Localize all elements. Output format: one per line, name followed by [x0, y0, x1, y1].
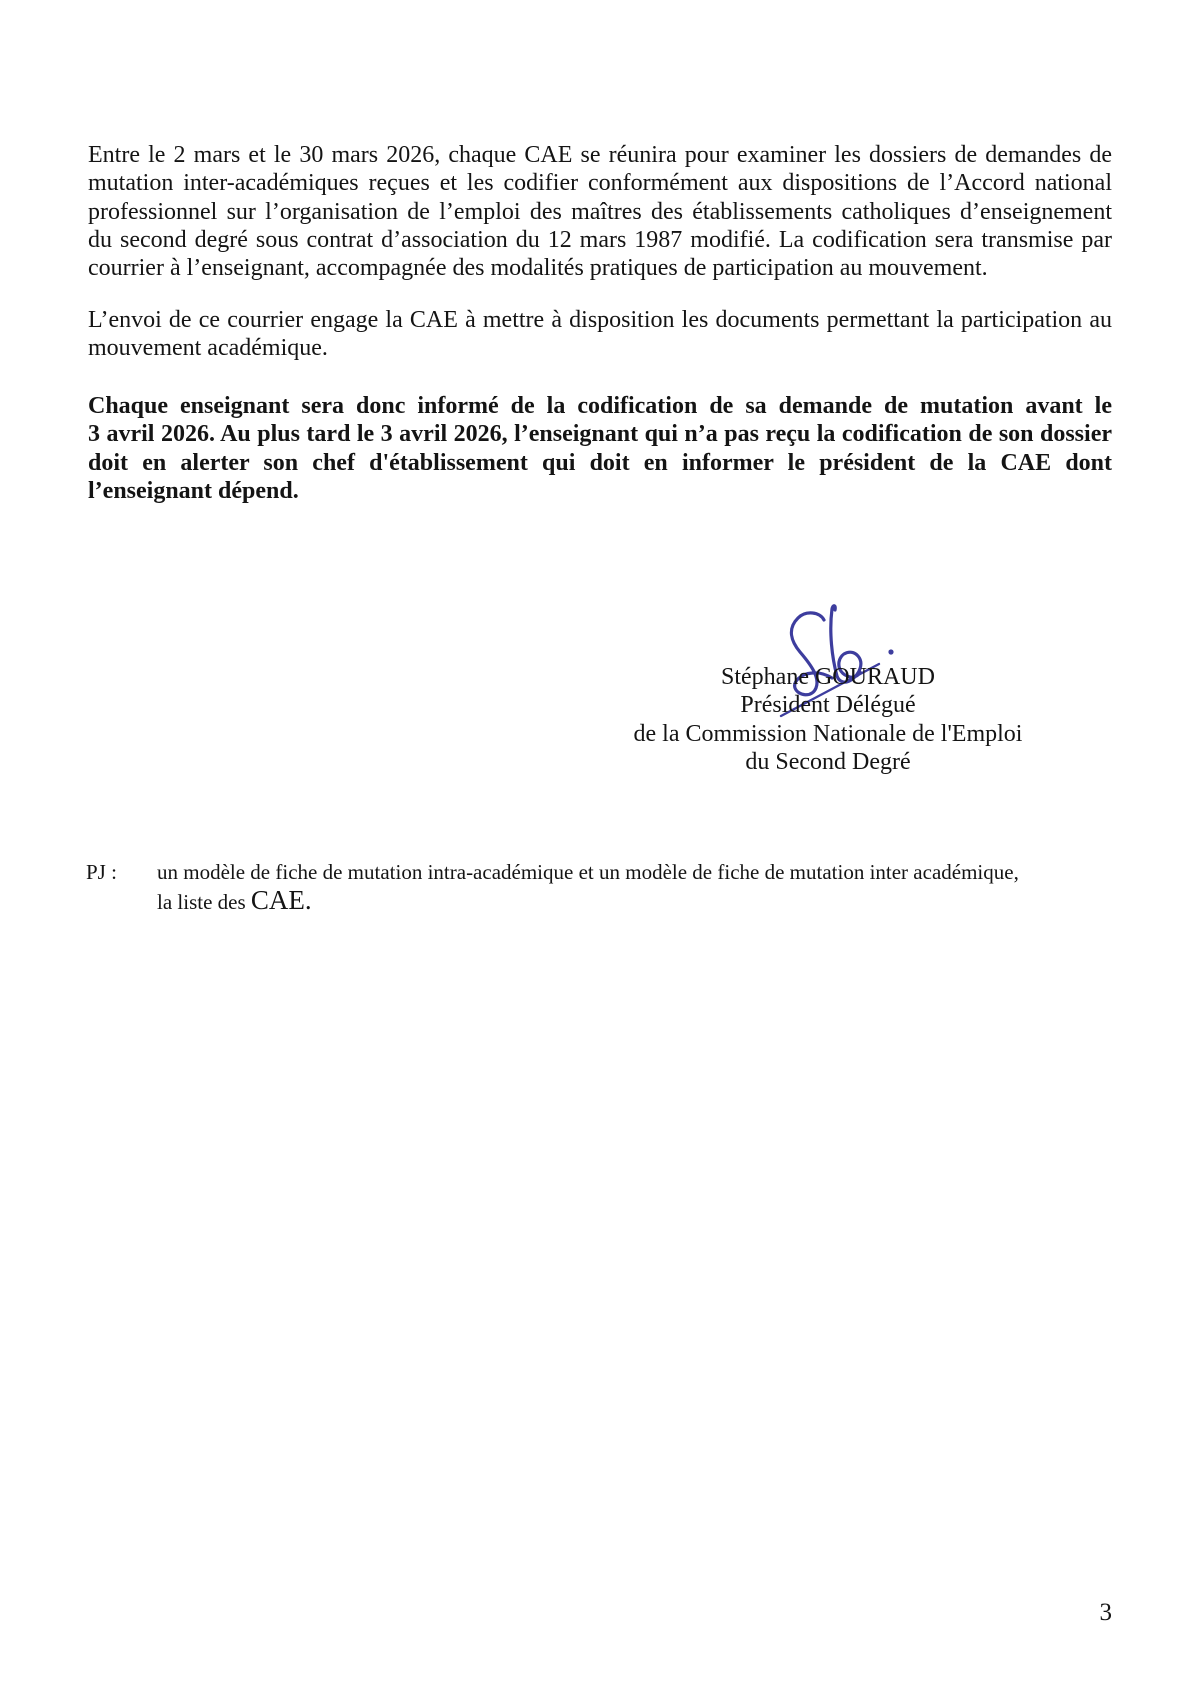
paragraph-envoi	[88, 306, 1112, 363]
attachments-line-1: un modèle de fiche de mutation intra-académique et un modèle de fiche de mutation inter académique,	[157, 860, 1019, 884]
text-line: du second degré sous contrat d’association du 12 mars 1987 modifié. La codification sera transmise par	[88, 226, 1112, 253]
attachments-label: PJ :	[86, 860, 117, 884]
text-line: mouvement académique.	[88, 335, 328, 362]
paragraph-intro	[88, 141, 1112, 282]
signatory-name: Stéphane GOURAUD	[721, 664, 935, 690]
attachments-line-2-cae: CAE.	[250, 885, 312, 916]
signatory-org-line1: de la Commission Nationale de l'Emploi	[633, 720, 1023, 747]
text-line: L’envoi de ce courrier engage la CAE à mettre à disposition les documents permettant la participation au	[88, 307, 1112, 333]
text-line: Entre le 2 mars et le 30 mars 2026, chaque CAE se réunira pour examiner les dossiers de demandes de	[88, 142, 1112, 168]
attachments-list	[157, 858, 1019, 917]
page-number: 3	[1099, 1599, 1112, 1626]
text-line: 3 avril 2026. Au plus tard le 3 avril 2026, l’enseignant qui n’a pas reçu la codification de son dossier	[88, 421, 1112, 448]
text-line: doit en alerter son chef d'établissement qui doit en informer le président de la CAE dont	[88, 449, 1112, 476]
signature-block	[544, 663, 1112, 776]
attachments-line-2	[157, 886, 1019, 916]
signatory-org-line2: du Second Degré	[745, 748, 911, 775]
text-line: courrier à l’enseignant, accompagnée des modalités pratiques de participation au mouvement.	[88, 255, 988, 282]
signature-dot	[888, 649, 893, 654]
text-line: Chaque enseignant sera donc informé de la codification de sa demande de mutation avant le	[88, 393, 1112, 419]
text-line: l’enseignant dépend.	[88, 477, 299, 504]
text-line: professionnel sur l’organisation de l’emploi des maîtres des établissements catholiques d’enseignement	[88, 198, 1112, 225]
text-line: mutation inter-académiques reçues et les codifier conformément aux dispositions de l’Accord national	[88, 170, 1112, 197]
attachments-line-2-text: la liste des	[157, 890, 251, 915]
signatory-title: Président Délégué	[740, 692, 916, 719]
paragraph-bold-notice	[88, 392, 1112, 505]
